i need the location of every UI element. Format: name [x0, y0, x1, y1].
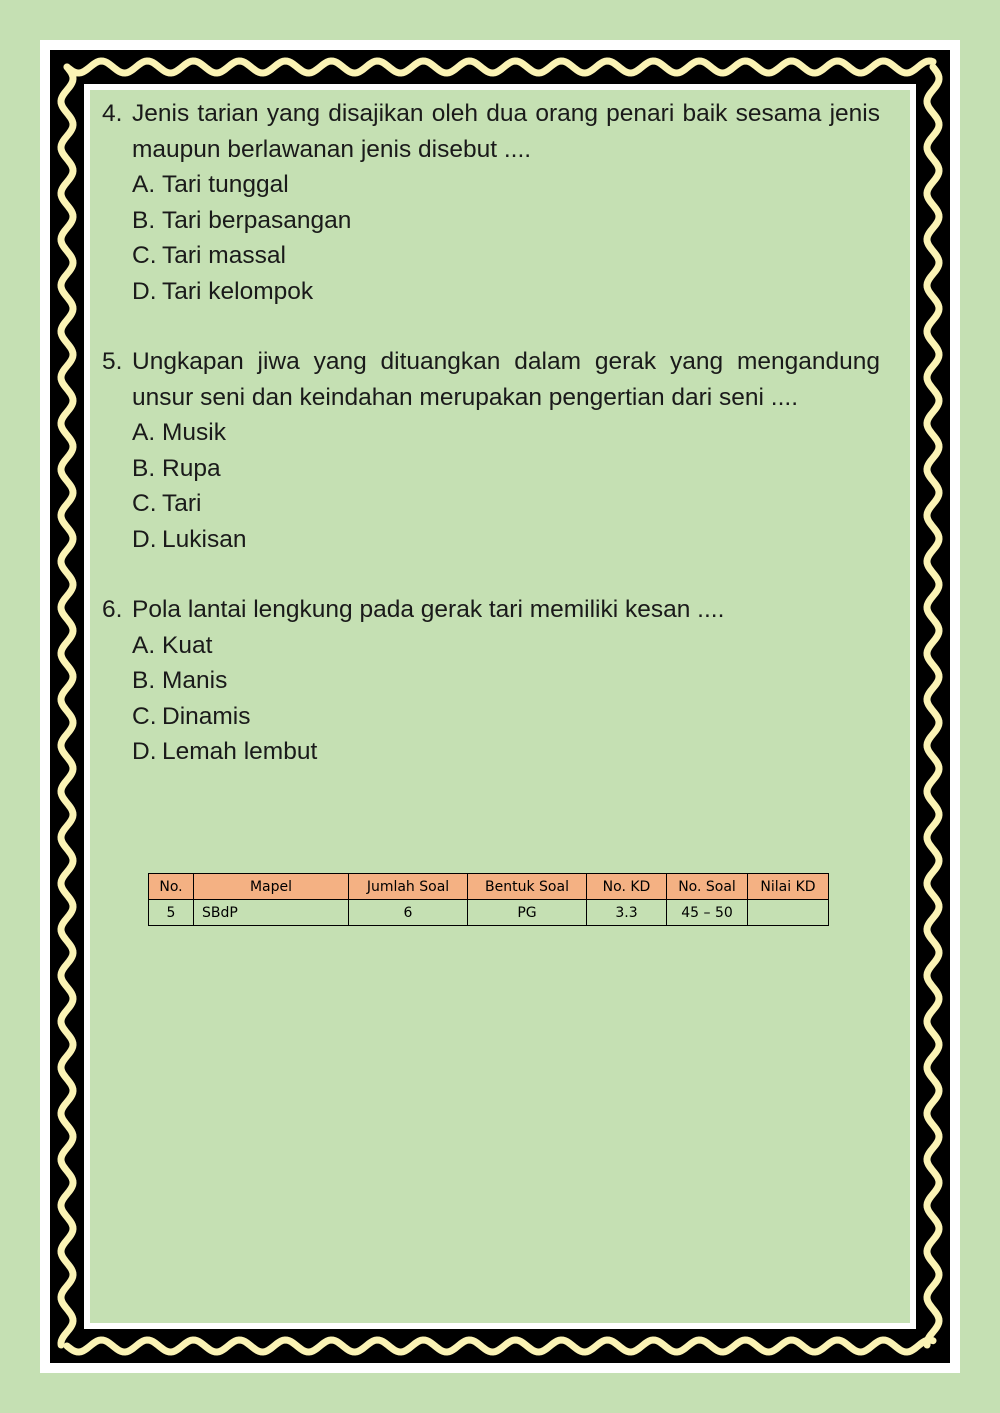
option-text: Tari massal — [162, 242, 286, 269]
question-number: 5. — [102, 348, 123, 375]
header-jumlah-soal: Jumlah Soal — [349, 874, 468, 900]
option-c[interactable] — [132, 486, 880, 522]
header-mapel: Mapel — [194, 874, 349, 900]
option-letter: A. — [132, 171, 156, 198]
option-text: Tari berpasangan — [162, 206, 352, 234]
ribbon-wave-1 — [67, 1340, 933, 1352]
option-d[interactable] — [132, 274, 880, 310]
option-text: Manis — [162, 667, 228, 694]
cell-no-soal: 45 – 50 — [667, 900, 748, 926]
option-letter: B. — [132, 454, 156, 482]
question-text: Pola lantai lengkung pada gerak tari memiliki kesan .... — [132, 596, 725, 623]
answer-options — [132, 415, 880, 557]
question-number: 4. — [102, 100, 123, 127]
question-4 — [102, 96, 880, 309]
ribbon-wave-2 — [61, 67, 73, 1345]
question-number: 6. — [102, 596, 123, 623]
info-table — [148, 873, 829, 926]
option-c[interactable] — [132, 238, 880, 274]
option-text: Tari tunggal — [162, 171, 289, 198]
option-letter: C. — [132, 702, 157, 730]
answer-options — [132, 628, 880, 770]
questions-list — [102, 96, 880, 805]
header-no-kd: No. KD — [587, 874, 667, 900]
option-letter: D. — [132, 277, 157, 305]
answer-options — [132, 167, 880, 309]
option-text: Tari — [162, 490, 202, 517]
table-row — [149, 900, 829, 926]
option-d[interactable] — [132, 734, 880, 770]
cell-no: 5 — [149, 900, 194, 926]
option-d[interactable] — [132, 522, 880, 558]
option-text: Lukisan — [162, 525, 247, 553]
option-letter: A. — [132, 631, 156, 659]
option-b[interactable] — [132, 451, 880, 487]
question-6 — [102, 592, 880, 770]
option-letter: B. — [132, 667, 156, 694]
option-text: Kuat — [162, 631, 213, 659]
option-letter: C. — [132, 490, 157, 517]
ribbon-wave-0 — [67, 61, 933, 73]
option-letter: A. — [132, 419, 156, 446]
header-nilai-kd: Nilai KD — [748, 874, 829, 900]
option-b[interactable] — [132, 663, 880, 699]
cell-bentuk-soal: PG — [468, 900, 587, 926]
option-letter: D. — [132, 525, 157, 553]
option-letter: C. — [132, 242, 157, 269]
option-text: Tari kelompok — [162, 277, 314, 305]
option-b[interactable] — [132, 203, 880, 239]
option-a[interactable] — [132, 628, 880, 664]
option-letter: D. — [132, 738, 157, 765]
option-a[interactable] — [132, 415, 880, 451]
option-text: Dinamis — [162, 702, 251, 730]
cell-mapel: SBdP — [194, 900, 349, 926]
cell-jumlah-soal: 6 — [349, 900, 468, 926]
question-text: Jenis tarian yang disajikan oleh dua orang penari baik sesama jenis maupun berlawanan jenis disebut .... — [132, 100, 880, 163]
option-text: Rupa — [162, 454, 221, 482]
cell-nilai-kd[interactable] — [748, 900, 829, 926]
question-5 — [102, 344, 880, 557]
option-a[interactable] — [132, 167, 880, 203]
question-text: Ungkapan jiwa yang dituangkan dalam gerak yang mengandung unsur seni dan keindahan merupakan pengertian dari seni .... — [132, 348, 880, 411]
option-letter: B. — [132, 206, 156, 234]
worksheet-page — [40, 40, 960, 1373]
table-header-row — [149, 874, 829, 900]
cell-no-kd: 3.3 — [587, 900, 667, 926]
option-c[interactable] — [132, 699, 880, 735]
ribbon-wave-3 — [927, 67, 939, 1345]
header-no: No. — [149, 874, 194, 900]
option-text: Musik — [162, 419, 226, 446]
option-text: Lemah lembut — [162, 738, 318, 765]
header-bentuk-soal: Bentuk Soal — [468, 874, 587, 900]
header-no-soal: No. Soal — [667, 874, 748, 900]
